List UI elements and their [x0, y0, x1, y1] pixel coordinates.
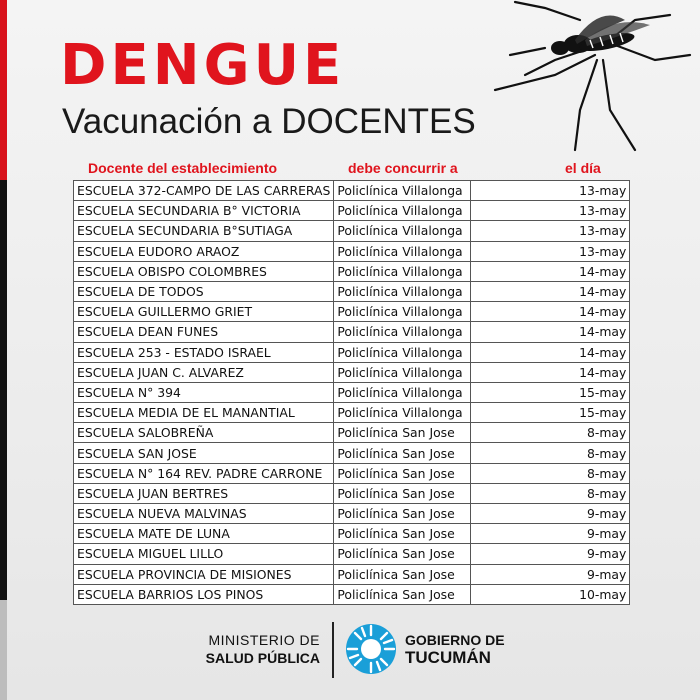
- table-row: [74, 504, 630, 524]
- sun-logo-icon: [344, 622, 398, 676]
- school-cell: ESCUELA N° 394: [74, 382, 334, 402]
- school-cell: ESCUELA N° 164 REV. PADRE CARRONE: [74, 463, 334, 483]
- school-cell: ESCUELA JUAN C. ALVAREZ: [74, 362, 334, 382]
- table-row: [74, 342, 630, 362]
- date-cell: 13-may: [471, 181, 630, 201]
- school-cell: ESCUELA SALOBREÑA: [74, 423, 334, 443]
- place-cell: Policlínica Villalonga: [334, 322, 471, 342]
- school-cell: ESCUELA MIGUEL LILLO: [74, 544, 334, 564]
- place-cell: Policlínica Villalonga: [334, 201, 471, 221]
- date-cell: 14-may: [471, 281, 630, 301]
- place-cell: Policlínica Villalonga: [334, 382, 471, 402]
- left-accent-bar-black: [0, 180, 7, 600]
- school-cell: ESCUELA GUILLERMO GRIET: [74, 302, 334, 322]
- place-cell: Policlínica San Jose: [334, 504, 471, 524]
- place-cell: Policlínica Villalonga: [334, 221, 471, 241]
- table-row: [74, 564, 630, 584]
- date-cell: 8-may: [471, 483, 630, 503]
- place-cell: Policlínica San Jose: [334, 584, 471, 604]
- school-cell: ESCUELA MATE DE LUNA: [74, 524, 334, 544]
- table-row: [74, 241, 630, 261]
- ministry-label: [206, 631, 320, 667]
- date-cell: 8-may: [471, 463, 630, 483]
- table-row: [74, 221, 630, 241]
- date-cell: 8-may: [471, 443, 630, 463]
- place-cell: Policlínica San Jose: [334, 524, 471, 544]
- table-row: [74, 403, 630, 423]
- table-row: [74, 382, 630, 402]
- place-cell: Policlínica Villalonga: [334, 342, 471, 362]
- school-cell: ESCUELA SECUNDARIA B° VICTORIA: [74, 201, 334, 221]
- school-cell: ESCUELA NUEVA MALVINAS: [74, 504, 334, 524]
- date-cell: 9-may: [471, 504, 630, 524]
- page-title: DENGUE: [60, 33, 346, 98]
- date-cell: 14-may: [471, 302, 630, 322]
- table-row: [74, 584, 630, 604]
- school-cell: ESCUELA PROVINCIA DE MISIONES: [74, 564, 334, 584]
- date-cell: 10-may: [471, 584, 630, 604]
- table-row: [74, 322, 630, 342]
- government-label: [405, 631, 505, 667]
- date-cell: 14-may: [471, 322, 630, 342]
- school-cell: ESCUELA SAN JOSE: [74, 443, 334, 463]
- date-cell: 14-may: [471, 342, 630, 362]
- table-row: [74, 261, 630, 281]
- table-row: [74, 463, 630, 483]
- place-cell: Policlínica San Jose: [334, 483, 471, 503]
- date-cell: 9-may: [471, 524, 630, 544]
- date-cell: 9-may: [471, 564, 630, 584]
- school-cell: ESCUELA 372-CAMPO DE LAS CARRERAS: [74, 181, 334, 201]
- place-cell: Policlínica San Jose: [334, 423, 471, 443]
- left-accent-bar-red: [0, 0, 7, 180]
- schedule-table: [73, 180, 630, 605]
- school-cell: ESCUELA DEAN FUNES: [74, 322, 334, 342]
- school-cell: ESCUELA MEDIA DE EL MANANTIAL: [74, 403, 334, 423]
- table-row: [74, 362, 630, 382]
- page-subtitle: Vacunación a DOCENTES: [62, 102, 476, 141]
- school-cell: ESCUELA 253 - ESTADO ISRAEL: [74, 342, 334, 362]
- table-row: [74, 483, 630, 503]
- ministry-line2: SALUD PÚBLICA: [205, 650, 320, 666]
- place-cell: Policlínica San Jose: [334, 443, 471, 463]
- government-line1: GOBIERNO DE: [405, 632, 505, 648]
- school-cell: ESCUELA JUAN BERTRES: [74, 483, 334, 503]
- table-row: [74, 302, 630, 322]
- school-cell: ESCUELA EUDORO ARAOZ: [74, 241, 334, 261]
- school-cell: ESCUELA DE TODOS: [74, 281, 334, 301]
- column-header-school: Docente del establecimiento: [88, 160, 278, 176]
- date-cell: 15-may: [471, 382, 630, 402]
- date-cell: 13-may: [471, 241, 630, 261]
- table-row: [74, 201, 630, 221]
- footer-divider: [332, 622, 334, 678]
- table-row: [74, 423, 630, 443]
- place-cell: Policlínica Villalonga: [334, 281, 471, 301]
- date-cell: 14-may: [471, 362, 630, 382]
- place-cell: Policlínica Villalonga: [334, 362, 471, 382]
- table-row: [74, 281, 630, 301]
- ministry-line1: MINISTERIO DE: [208, 632, 320, 648]
- date-cell: 9-may: [471, 544, 630, 564]
- place-cell: Policlínica Villalonga: [334, 241, 471, 261]
- school-cell: ESCUELA SECUNDARIA B°SUTIAGA: [74, 221, 334, 241]
- place-cell: Policlínica Villalonga: [334, 302, 471, 322]
- date-cell: 13-may: [471, 201, 630, 221]
- school-cell: ESCUELA OBISPO COLOMBRES: [74, 261, 334, 281]
- date-cell: 14-may: [471, 261, 630, 281]
- table-row: [74, 524, 630, 544]
- date-cell: 15-may: [471, 403, 630, 423]
- column-header-date: el día: [565, 160, 601, 176]
- school-cell: ESCUELA BARRIOS LOS PINOS: [74, 584, 334, 604]
- left-accent-bar-grey: [0, 600, 7, 700]
- place-cell: Policlínica San Jose: [334, 463, 471, 483]
- table-row: [74, 443, 630, 463]
- table-row: [74, 181, 630, 201]
- column-header-place: debe concurrir a: [348, 160, 458, 176]
- place-cell: Policlínica Villalonga: [334, 181, 471, 201]
- date-cell: 8-may: [471, 423, 630, 443]
- place-cell: Policlínica San Jose: [334, 564, 471, 584]
- place-cell: Policlínica Villalonga: [334, 261, 471, 281]
- place-cell: Policlínica San Jose: [334, 544, 471, 564]
- mosquito-icon: [485, 0, 700, 160]
- government-line2: TUCUMÁN: [405, 648, 491, 667]
- date-cell: 13-may: [471, 221, 630, 241]
- table-row: [74, 544, 630, 564]
- place-cell: Policlínica Villalonga: [334, 403, 471, 423]
